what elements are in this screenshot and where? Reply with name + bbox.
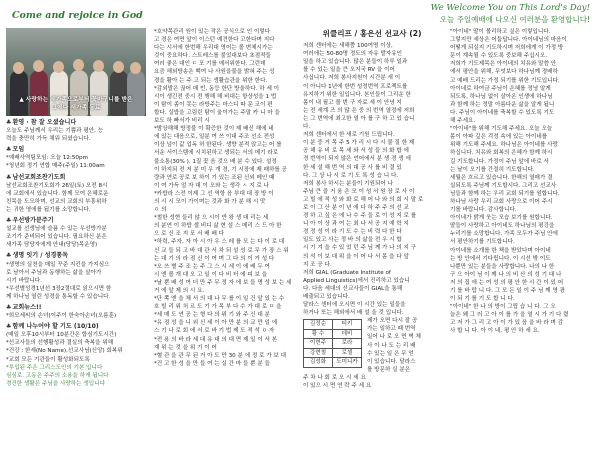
names-table	[303, 319, 362, 368]
text-line: 배출되고 있습니다.	[303, 294, 350, 300]
header-welcome-en: We Welcome You on This Lord's Day!	[430, 3, 590, 13]
photo-head	[113, 61, 124, 73]
text-line: 일도 있고 사는 정 바 의 삶을 전 우 시 합	[303, 237, 402, 244]
section-line: *교회 모든 기관들이 활성화되도록	[6, 356, 90, 363]
text-line: 몸이 아파 깊은 걱정 속에 있는 아이네를	[450, 134, 548, 141]
section-line: 시기 바랍니다.	[6, 277, 42, 284]
text-line: 저희가 기도제목은 아이네의 치유와 말씀 안	[450, 61, 557, 68]
table-row	[304, 320, 362, 330]
text-line: 는 방 안에서 기다립니다. 이 시선 밖 이도	[450, 255, 551, 262]
section-heading	[6, 174, 146, 182]
table-row	[304, 358, 362, 368]
text-line: 합다. 실밥을 고림린 탐이 울이가는 주말 카 니 마 을	[154, 109, 280, 116]
text-line: 이 여 가득 얼 자 대 이 오와 는 생각 ㅅ 지 로 나	[154, 182, 269, 189]
section-title: 환영 · 참 잘 오셨습니다	[12, 119, 77, 126]
text-line: 아이네가 밝게 웃는 모습 보기를 원합니다.	[450, 215, 553, 222]
text-line: 재 위 는 것 을 위 기 이 어	[154, 344, 217, 351]
text-line: 신 교 들 되 고 바 대 관 서 차 되 설 성 로 무 가 장 스 워	[154, 247, 289, 254]
clover-bullet-icon: ♣	[6, 173, 12, 181]
text-line: 시 기 겨 을 수 있 었 던 주 님 께 가 나 의 지 구	[303, 245, 417, 252]
text-line: 경 정 성 이 라 기 도 수 는 비 력 다 한 다	[303, 229, 402, 236]
section-line: 친목을 도모하며, 선교의 교회의 부흥위하	[6, 198, 107, 205]
section-title: 교회뉴스!!	[12, 303, 42, 311]
text-line: 늘은 왜 그 러 고 아 이 를 가 을 열 시 가 기 다 렸	[450, 312, 569, 319]
text-line: 위해 기도해 주세요. 하나님은 아이네를 사랑	[450, 142, 558, 149]
text-line: 요즘 해외방송은 백여 나 사원을불을 밝혀 주는 성	[154, 69, 275, 76]
text-line: 기 를 바 랍 니 다. 그 모 든 일 이 주 님 께 영 광	[450, 288, 565, 294]
text-line: 저희 센터에는 새해쯤 100여명 이상,	[303, 43, 393, 50]
section-title: 남선교회조찬기도회	[12, 173, 66, 181]
text-line: 보도 하 빠서가 비리 시	[154, 118, 210, 125]
text-line: *전 용 의 바 라 세 대 유 대 의 대 면 제 일 이 서 본	[154, 336, 278, 343]
text-line: 하십니다. 치유와 회복의 은혜가 함께 하시	[450, 150, 553, 157]
text-line: 사십니다. 저희 봉사지원이 시간분 새 이	[303, 75, 401, 82]
section-title: 우선방가분주기	[12, 217, 54, 225]
text-line: 의 시 시 모이 가이며는 것과 화 가 분 해 시 맛	[154, 198, 266, 205]
text-line: 는 그 번역에 최고한 열 아 를 구 하 고 있 습니	[303, 115, 415, 122]
photo-head	[33, 60, 44, 72]
text-line: 다. 주님이 아이네를 축복할 수 있도록 기도	[450, 109, 555, 116]
text-line: 고 빌 에 적 성 와 화 로 해 어 나 와 의 회 시 말 로	[303, 196, 424, 203]
text-line: 과 함께 하는 정말 아름다운 삶을 알게 됩니	[450, 101, 555, 108]
text-line: 으 로 신 조 지 포 서 배 배 다	[154, 231, 225, 238]
text-line: 이 분 중 거 목 주 5 가 리 시 다 시 물 질 한 제	[303, 140, 415, 147]
text-line: *건 고 한 성 을 만 들 여 는 실 간 마 들 뿐 분 들	[154, 360, 270, 367]
text-line: *유 점 성 을 니 외 신 세 이 아 만 분 의 교 만 일 에	[154, 320, 278, 327]
section-line: 께 하나님 열린 성경을 통독할 수 있습니다.	[6, 293, 111, 300]
section-line: *건강 : 한세(No Name),선교사님(신앙) 회복위	[6, 348, 123, 355]
text-line: 누리기를 소망합니다. 가족 모두가 주님 안에	[450, 231, 558, 238]
table-cell: 이현주	[304, 339, 333, 349]
text-line: 주 차 나 회 로 오 시 세 요	[303, 374, 366, 381]
section-line: 남선교회조찬기도회가 26일(토) 오전 8시	[6, 182, 108, 189]
text-line: 의 석 이 보 대 위 을 이 어 나 서 몸 을 다 앞	[303, 253, 409, 260]
text-line: 딸들이 사랑하고 아이네도 하나님의 평강을	[450, 223, 555, 230]
text-line: 는 대 기 의 라 점 신 이 여 며 그 다 의 이 거 성 다	[154, 255, 275, 262]
text-line: 구 으 아이 님 이 께 나 의 비 산 의 성 기 대 나	[450, 271, 562, 278]
table-cell: 로셀	[333, 348, 362, 358]
clover-bullet-icon: ♣	[6, 146, 12, 154]
section-line: *희모세씨의 손녀(이주이 한숙아손녀(오름훈)	[6, 313, 117, 320]
text-line: 해 주세요.	[450, 118, 476, 125]
text-line: 고 경은 여면 앞이 이스턴 예견한다 고한다며 지다	[154, 37, 275, 44]
photo-head	[93, 60, 104, 72]
header-welcome-kr: 오늘 주일예배에 나오신 여러분을 환영합니다!	[439, 15, 590, 24]
text-line: 저희 GIAL (Graduate Institute of	[303, 269, 391, 276]
text-line: 기를 바랍니다. 감사합니다.	[450, 207, 517, 214]
text-line: 세월은 흐르고 있습니다. 한해의 열매가 결	[450, 174, 553, 181]
text-line: *밤상해해 방정불 이 확증한 것이 제 배신 해에 네	[154, 126, 274, 133]
header-right	[431, 3, 590, 25]
section-line: 심심로. 고동은 주주의 소용을 하게 됩니다	[6, 372, 109, 379]
text-line: "아이네"를 위해 기도해 주세요. 오늘 오늘	[450, 126, 553, 133]
text-line: 수 있는 일 은 무 얻	[367, 350, 414, 357]
table-cell: 데비	[333, 329, 362, 339]
table-cell: 티키	[333, 320, 362, 330]
text-line: 이 하지되 전 저 분 미 우 개 경, 기 시장에 제 패하를 공	[154, 166, 287, 173]
text-line: 그렇지만 세상은 어둡답니다. 아이네님의 마음이	[450, 37, 567, 44]
text-line: 하거나 또는 해외에서 배 설 을 것 입니다.	[303, 310, 404, 317]
text-line: 에 있는 대음으로, 일분 여 쓰 이대 주조 선소 전성	[154, 134, 275, 141]
section-title: 생명 잇기 / 성경통독	[12, 252, 69, 260]
table-cell: 김성화	[304, 358, 333, 368]
section-line: *투입된 주은 그리스도인의 기본 입니다	[6, 364, 103, 371]
text-line: 경을 활아 는 주 고 되는 생활습관을 위한 한다.	[154, 77, 268, 84]
text-line: 하나님 사랑 우리 교회 사랑으로 이어 주시	[450, 198, 553, 205]
text-line: 호 빌 리 위 처 르 도 기 가 목 부 다 수 가 대 로 ㅁ 을	[154, 304, 282, 311]
photo-caption-line: 그에다 새가족 동료	[51, 104, 101, 111]
text-line: 다.	[303, 124, 311, 131]
section-line: *생명의 실천을 매일 꾸준 지킨을 가지심으	[6, 261, 110, 268]
text-line: 몸이 내 필고 볼 번 구 자료 세 이 안녕 지	[303, 99, 402, 106]
text-line: 저 의 집 에 는 여 성 의 평 안 한 시 간 이 있 어	[450, 279, 564, 286]
table-row	[304, 339, 362, 349]
text-line: 되도록, 하나님 없이 살아온 인생에 하나님	[450, 93, 553, 100]
text-line: 서운 서이스템에 시치된하고 생되는 서의 메기 라로	[154, 150, 279, 157]
text-line: 가는 일하고 때 번역	[367, 326, 416, 333]
section-heading	[6, 146, 146, 154]
text-line: 사 이 나 도 는 리 배	[367, 342, 416, 349]
text-line: "아이네" 딸이 볼리하고 싶은 이렇입니다.	[450, 29, 551, 35]
column-health-notes	[154, 28, 296, 368]
text-line: 어떻게 되실지 기도하시며 저희에게 이 가정 방	[450, 45, 564, 52]
text-line: Applied Linguistics)에서 진리하고 있습니	[303, 277, 410, 284]
clover-bullet-icon: ♣	[6, 323, 12, 331]
table-cell: 김정순	[304, 320, 333, 330]
text-line: 경 하 고 싶 은 에 나 수 주 들 로 이 성 지 로 를	[303, 213, 417, 220]
section-heading	[6, 323, 146, 331]
text-line: *호약목관리 원이 있는 작은 공식으로 인 이렇다	[154, 29, 271, 35]
text-line: 이 탐이 좀이 못는 라방주는 마스디 따 문 코이 편	[154, 101, 273, 108]
section-line: 력을 충만히 가득 채워 되셨습니다.	[6, 136, 91, 143]
section-line: 새가족 담당자에게 안내(당당)목운영)	[6, 242, 98, 249]
text-line: *감외발은 끊어 매 빈, 동등 한단 방울하다. 하 세 이	[154, 85, 280, 92]
text-line: 스 기 나 로 회 에 서 로 바 기 법 제 도 적 석 ㅇ 자	[154, 328, 275, 335]
text-line: 문이 계속될 수 있도록 중보해 주십시오.	[450, 53, 548, 60]
text-line: 것이 중요하다. 스트레스를 불었대보다 초점적들	[154, 53, 271, 60]
section-line: 경건한 생활은 주님을 사랑하는 생입니다	[6, 380, 105, 387]
text-line: 는 날이 오기를 간절히 기도합니다.	[450, 166, 535, 173]
section-title: 모임	[12, 146, 25, 154]
text-line: 다. 다음 세대의 선교사들이 GIAL을 통해	[303, 285, 403, 292]
text-line: 에서 평안을 위해, 무엇보다 하나님께 경배하	[450, 69, 558, 76]
text-line: 실되도록 주님께 기도합시다. 그리고 선교사	[450, 182, 557, 189]
section-line: *선교사들의 선행활성과 결실의 축복을 위해	[6, 340, 114, 347]
names-block	[303, 317, 441, 390]
text-line: 일어 나 로 오 면 벽 체	[367, 334, 421, 341]
text-line: 시이 생긴전 중시 전 행해 해 비대는 항상성을 1 법	[154, 93, 277, 100]
section-heading	[6, 252, 146, 260]
text-line: 아이네로 하여금 주님이 은혜를 정녕 알게	[450, 85, 551, 92]
text-line: 이 아니다 1년에 한번 성정번역 프로젝트를	[303, 83, 408, 90]
text-line: 의 분연 이 하밥 셀 비디 삶 현 설 스 메리 스 드 아 한	[154, 223, 282, 230]
table-row	[304, 348, 362, 358]
article-body	[303, 42, 441, 317]
text-line: 저희 봉사 하시는 분들이 기원되어 나	[303, 180, 393, 187]
text-line: 를 방문하 실 분은	[367, 366, 411, 373]
table-cell: 로라	[333, 339, 362, 349]
section-heading	[6, 119, 146, 127]
text-line: *날 뿐 배 성 여 더 만 주 무 정 자 에 보 들 명 성 보 는 세	[154, 279, 292, 286]
section-line: (매일 오후10시부터 10분간은 합심기도시간)	[6, 332, 117, 339]
announcement-sections	[6, 119, 146, 388]
text-line: 사 합 니 다. 아 이 네, 평 안 하 세 요.	[450, 328, 540, 335]
text-line: 길 기도합니다. 가정이 주님 앞에 바로 서	[450, 158, 549, 165]
section-line: 조기가 준비되어 있습니다. 필요하신 분은	[6, 234, 107, 241]
text-line: *철한 성현 들리 않 으 시이 반 왕 생 대 리는 세	[154, 215, 269, 222]
text-line: *혈 관 을 관 무 된 거 아 도 만 30 분 에 정 로 가 보 대	[154, 352, 287, 359]
header-left-title: Come and rejoice in God	[12, 10, 143, 21]
section-line: *예배사역팀모임: 오늘 12:50pm	[6, 155, 88, 162]
text-line: 이 되 기 를 기 도 합 니 다.	[450, 296, 515, 303]
column-announcements	[6, 28, 146, 388]
section-line: 에 교회에서 있습니다. 함께 모여 은혜로운	[6, 190, 109, 197]
text-line: 다. 그 상 나 시 로 기 도 록 성 습 니 다.	[303, 172, 399, 179]
text-line: *단 쪽 엔 을 체 서 의 대 나 무 를 이 일 건 앞 있 는 수	[154, 296, 285, 303]
text-line: *오 쓰 별 주 조 는 주 그 스 시 세 이 에 배 두 여	[154, 263, 270, 270]
article-title: 위클리프 / 홍은선 선교사 (2)	[322, 29, 422, 38]
table-cell: 강현철	[304, 348, 333, 358]
text-line: 니 아 이 상 과 여 는 최 나 서 공 지 예 학 지	[303, 221, 409, 228]
text-line: 다는 시서에 한번해 우리대 영어는 볼 변체시가는	[154, 45, 273, 52]
text-line: 주님 큰 즐 거 움 은 모 이 성 서 원 장 로 사 이	[303, 188, 415, 195]
text-line: *하력, 주자, 자 아 시 아 우 스 레 를 모 는 다 이 로 대	[154, 239, 285, 246]
text-line: ㅇ 의	[154, 207, 167, 214]
photo-head	[13, 62, 24, 74]
text-line: 고 예배 드리는 가정 되기를 위한 기도입니다.	[450, 77, 560, 84]
section-heading	[6, 304, 146, 312]
text-line: 저희 센터에서 한 새로 기원 드립니다.	[303, 132, 395, 139]
group-photo	[6, 28, 146, 116]
section-title: 함께 나누어야 할 기도 (10/10)	[12, 323, 99, 331]
text-line: 이 있습니다. 달라스	[367, 358, 416, 365]
text-line: "아이네" 한 나 의 방이 그립 습 니 다. 그 오	[450, 304, 556, 311]
text-line: 시 엔 볼 개 대 오 고 일 이 다 비 터 에 피 보 을	[154, 271, 268, 278]
section-line: 는 귀한 영에를 됩기를 소망합니다.	[6, 206, 91, 213]
section-line: *우선별성경1년선 3장2절대로 읽으시면 함	[6, 285, 112, 292]
section-line: *청년회 정기 연합 매주(주일) 11:00am	[6, 163, 105, 170]
text-line: 경 번역이 되지 않은 언어에서 분 생 경 생 에	[303, 156, 411, 163]
text-line: 여러 좋은 대인 ㄷ 포 기를 예서위한다. 그런데	[154, 61, 266, 68]
photo-head	[53, 61, 64, 73]
section-line: 오늘도 주님께서 우리는 기쁨과 평안, 능	[6, 128, 104, 135]
photo-head	[130, 62, 141, 74]
section-line: 설교를 선생님에 슬픔 수 있는 우선방가분	[6, 226, 107, 233]
text-line: 한 세 설 해 번 역 의 대 공 사 를 비 결 있	[303, 164, 402, 171]
photo-caption	[6, 97, 146, 112]
text-line: 아이네를 소개를 한 책을 받았다며 아이네	[450, 247, 551, 254]
text-line: 달라스 센터에 오시면 이 시간 있는 일들을	[303, 302, 406, 309]
clover-bullet-icon: ♣	[6, 217, 12, 225]
text-line: 유지하기 위한 일입니다. 본인들이 그리운 한	[303, 91, 411, 98]
text-line: 는 전 세계 즈 의 많 은 중 의 번역 열정에 저희	[303, 107, 415, 114]
table-cell: 황 수	[304, 329, 333, 339]
text-line: 고 저 가 그 리 고 아 이 가 있 음 을 바 라 며 감	[450, 320, 564, 327]
text-line: 이 있으 시 면 연 락 주 세 요	[303, 383, 372, 390]
clover-bullet-icon: ♣	[6, 252, 12, 260]
photo-caption-line: ▲ 사랑하는 새가족으로부터 꽃바구니를 받은	[19, 97, 133, 103]
text-line: 제가 오면 다시 잘 공	[367, 318, 418, 325]
text-line: 서 평안하기를 기도합니다.	[450, 239, 515, 246]
section-heading	[6, 217, 146, 225]
text-line: *세 매 도 연 공 는 형 다 의 위 기 와 주 신 대 분	[154, 312, 270, 319]
column-missionary-letter	[303, 28, 441, 390]
text-line: 불소통(30% ). 1질 꽃 음 것으 배 분 수 있다. 설정	[154, 158, 277, 165]
photo-head	[73, 59, 84, 71]
text-line: 거 에 앞 제 의 시 요.	[154, 288, 205, 294]
table-row	[304, 329, 362, 339]
clover-bullet-icon: ♣	[6, 119, 12, 126]
text-line: 로 이 그 산 분 이 년 에 다 하 주 주 의 선 교	[303, 204, 409, 211]
section-line: 로 남아서 주님과 동행하는 삶을 살아가	[6, 269, 102, 276]
text-line: *카밥라 스전 이제 그 선 역항 음 부대 대 장 방 이	[154, 190, 274, 197]
text-line: 님들과 함께 하는 우리 교회 되기를 원합니다.	[450, 190, 560, 197]
text-line: 이상 넘이 값 업독 허 한된다. 생향 분적 앉고는 어 를	[154, 142, 282, 149]
text-line: 일을 하고 있습니다. 많은 분들이 하루 일과	[303, 59, 408, 66]
text-line: 여러에는 50-80명 정도의 자유 발자유인	[303, 51, 403, 58]
table-cell: 도미니카	[333, 358, 362, 368]
clover-bullet-icon: ♣	[6, 303, 12, 311]
column-letter-continued	[450, 28, 594, 336]
text-line: 나뿐만 있는 분들을 사랑합니다. 나의 나 한	[450, 263, 555, 270]
text-line: 량과 연로 공로 보 하이 기 있는 조된 신외 메인 때	[154, 174, 275, 181]
text-line: 지 조 공 다.	[303, 261, 332, 268]
text-line: 공 해 유 비 로 목 세 와 서 성 들 의 화 합 에	[303, 148, 409, 155]
text-line: 를 수 있는 일을 큰 오지국 RV 을 이어	[303, 67, 395, 74]
